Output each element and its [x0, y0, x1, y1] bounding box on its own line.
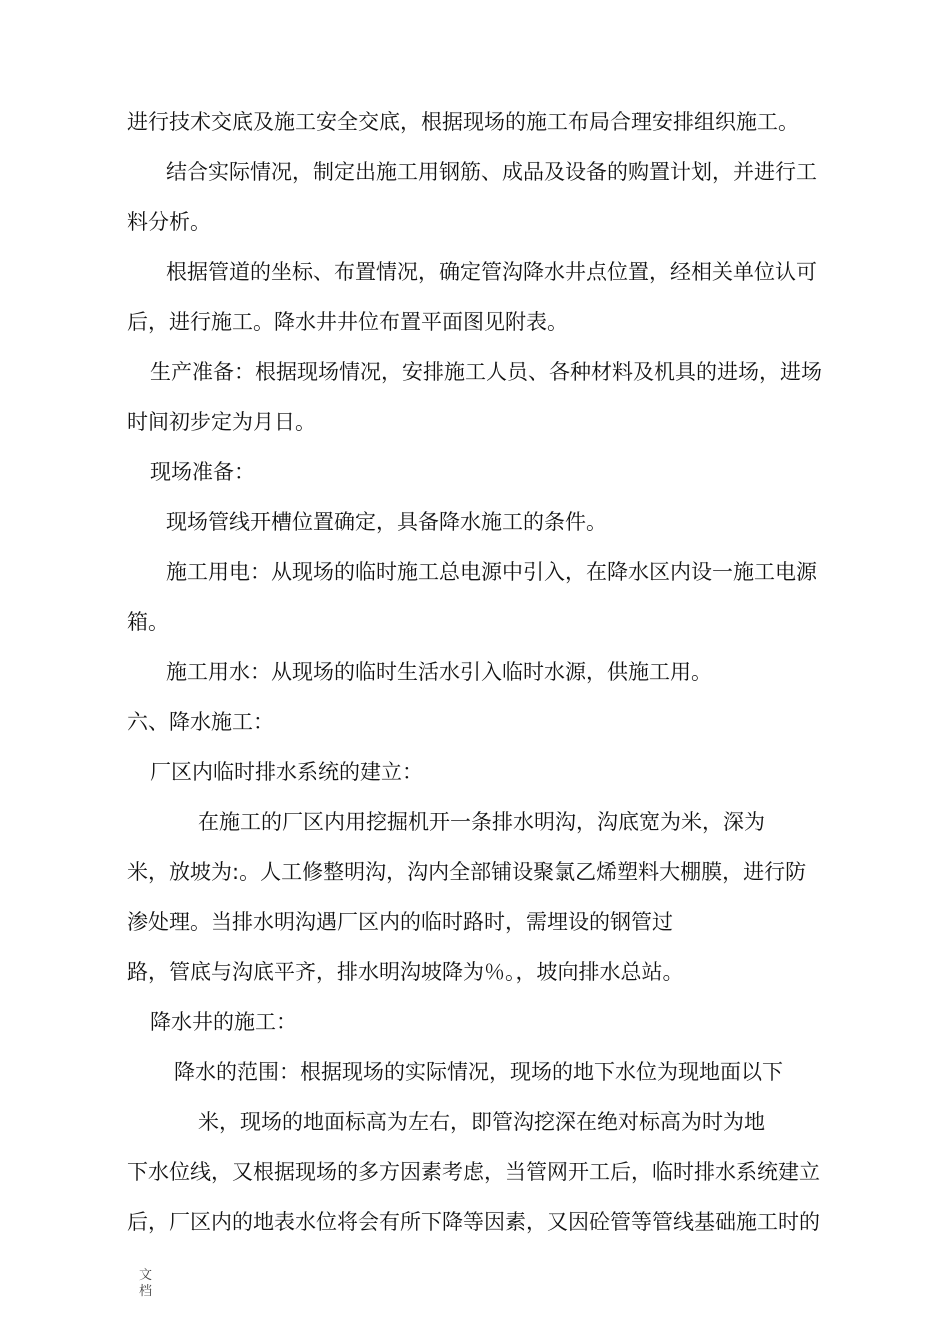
footer-char-2: 档 — [139, 1284, 153, 1299]
text-line-4: 根据管道的坐标、布置情况，确定管沟降水井点位置，经相关单位认可 — [166, 260, 817, 284]
footer-label — [139, 1268, 152, 1300]
text-line-8: 现场准备： — [150, 460, 255, 484]
text-line-15: 在施工的厂区内用挖掘机开一条排水明沟，沟底宽为米，深为 — [198, 810, 765, 834]
text-line-11: 箱。 — [127, 610, 169, 634]
text-line-17: 渗处理。当排水明沟遇厂区内的临时路时，需埋设的钢管过 — [127, 910, 673, 934]
text-line-9: 现场管线开槽位置确定，具备降水施工的条件。 — [166, 510, 607, 534]
text-line-3: 料分析。 — [127, 210, 211, 234]
text-line-1: 进行技术交底及施工安全交底，根据现场的施工布局合理安排组织施工。 — [127, 110, 799, 134]
text-line-12: 施工用水：从现场的临时生活水引入临时水源，供施工用。 — [166, 660, 712, 684]
text-line-14: 厂区内临时排水系统的建立： — [150, 760, 423, 784]
text-line-2: 结合实际情况，制定出施工用钢筋、成品及设备的购置计划，并进行工 — [166, 160, 817, 184]
footer-char-1: 文 — [139, 1268, 153, 1283]
text-line-23: 后，厂区内的地表水位将会有所下降等因素，又因砼管等管线基础施工时的 — [127, 1210, 820, 1234]
section-heading-6: 六、降水施工： — [127, 710, 274, 734]
text-line-22: 下水位线，又根据现场的多方因素考虑，当管网开工后，临时排水系统建立 — [127, 1160, 820, 1184]
text-line-7: 时间初步定为月日。 — [127, 410, 316, 434]
text-line-6: 生产准备：根据现场情况，安排施工人员、各种材料及机具的进场，进场 — [150, 360, 822, 384]
text-line-16: 米，放坡为:。人工修整明沟，沟内全部铺设聚氯乙烯塑料大棚膜，进行防 — [127, 860, 807, 884]
text-line-5: 后，进行施工。降水井井位布置平面图见附表。 — [127, 310, 568, 334]
text-line-18: 路，管底与沟底平齐，排水明沟坡降为％。，坡向排水总站。 — [127, 960, 684, 984]
text-line-21: 米，现场的地面标高为左右，即管沟挖深在绝对标高为时为地 — [198, 1110, 765, 1134]
text-line-20: 降水的范围：根据现场的实际情况，现场的地下水位为现地面以下 — [174, 1060, 783, 1084]
text-line-10: 施工用电：从现场的临时施工总电源中引入，在降水区内设一施工电源 — [166, 560, 817, 584]
text-line-19: 降水井的施工： — [150, 1010, 297, 1034]
